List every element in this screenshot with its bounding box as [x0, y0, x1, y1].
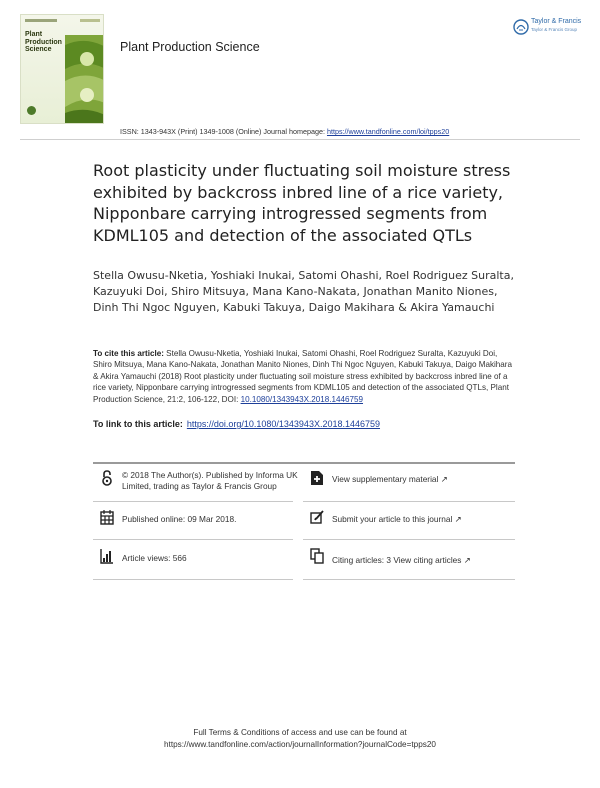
link-label: To link to this article: — [93, 419, 183, 429]
bar-chart-icon — [100, 548, 114, 564]
plus-document-icon — [310, 470, 324, 486]
journal-homepage-link[interactable]: https://www.tandfonline.com/loi/tpps20 — [326, 127, 450, 136]
publisher-group: Taylor & Francis Group — [531, 27, 578, 32]
edit-icon — [310, 509, 324, 525]
journal-name[interactable]: Plant Production Science — [120, 40, 260, 54]
meta-bottom-divider-left — [93, 579, 293, 580]
meta-row-divider-right — [303, 501, 515, 502]
article-link-line — [93, 419, 513, 429]
author-list: Stella Owusu-Nketia, Yoshiaki Inukai, Satomi Ohashi, Roel Rodriguez Suralta, Kazuyuki Doi, Shiro Mitsuya, Mana Kano-Nakata, Jonathan Manito Niones, Dinh Thi Ngoc Nguyen, Kabuki Takuya, Daigo Makihara & Akira Yamauchi — [93, 269, 514, 314]
external-link-icon: ↗ — [463, 555, 471, 565]
meta-row-divider-right-2 — [303, 539, 515, 540]
issn-text: ISSN: 1343-943X (Print) 1349-1008 (Online) Journal homepage: — [120, 127, 327, 136]
footer-terms — [0, 727, 600, 750]
meta-row-divider-left-2 — [93, 539, 293, 540]
supplementary-label: View supplementary material — [332, 474, 439, 484]
submit-article-link[interactable] — [332, 514, 512, 525]
meta-bottom-divider-right — [303, 579, 515, 580]
meta-top-divider — [93, 462, 515, 464]
external-link-icon: ↗ — [454, 514, 462, 524]
doi-link[interactable]: 10.1080/1343943X.2018.1446759 — [240, 394, 364, 404]
footer-line-1: Full Terms & Conditions of access and use can be found at — [193, 728, 407, 737]
license-text: © 2018 The Author(s). Published by Informa UK Limited, trading as Taylor & Francis Group — [122, 470, 298, 491]
cover-right-bar — [80, 19, 100, 22]
article-doi-url[interactable]: https://doi.org/10.1080/1343943X.2018.1446759 — [186, 419, 381, 429]
supplementary-link[interactable] — [332, 474, 512, 485]
header-divider — [20, 139, 580, 140]
external-link-icon: ↗ — [440, 474, 448, 484]
article-title: Root plasticity under fluctuating soil moisture stress exhibited by backcross inbred line of a rice variety, Nipponbare carrying introgressed segments from KDML105 and detection of the associated QTLs — [93, 161, 511, 245]
meta-row-divider-left — [93, 501, 293, 502]
published-date: Published online: 09 Mar 2018. — [122, 514, 237, 524]
cover-art-image — [57, 35, 104, 124]
citing-articles-link[interactable] — [332, 555, 512, 566]
citation-block — [93, 348, 513, 405]
calendar-icon — [100, 509, 114, 525]
article-views: Article views: 566 — [122, 553, 187, 563]
citation-text: Stella Owusu-Nketia, Yoshiaki Inukai, Satomi Ohashi, Roel Rodriguez Suralta, Kazuyuki Doi, Shiro Mitsuya, Mana Kano-Nakata, Jonathan Manito Niones, Dinh Thi Ngoc Nguyen, Kabuki Takuya, Daigo Makihara & Akira Yamauchi (2018) Root plasticity under fluctuating soil moisture stress exhibited by backcross inbred line of a rice variety, Nipponbare carrying introgressed segments from KDML105 and detection of the associated QTLs, Plant Production Science, 21:2, 106-122, DOI: — [93, 349, 513, 404]
footer-terms-url[interactable]: https://www.tandfonline.com/action/journalInformation?journalCode=tpps20 — [164, 739, 436, 749]
journal-cover[interactable] — [20, 14, 104, 124]
submit-label: Submit your article to this journal — [332, 514, 453, 524]
issn-line — [120, 127, 449, 136]
publisher-name: Taylor & Francis — [531, 18, 582, 25]
citing-documents-icon — [310, 548, 324, 564]
cover-title: Plant Production Science — [25, 31, 62, 53]
citation-label: To cite this article: — [93, 349, 164, 358]
citing-label: Citing articles: 3 View citing articles — [332, 555, 462, 565]
cover-publisher-logo — [27, 106, 36, 115]
open-access-icon — [100, 470, 114, 486]
cover-top-bar — [25, 19, 57, 22]
